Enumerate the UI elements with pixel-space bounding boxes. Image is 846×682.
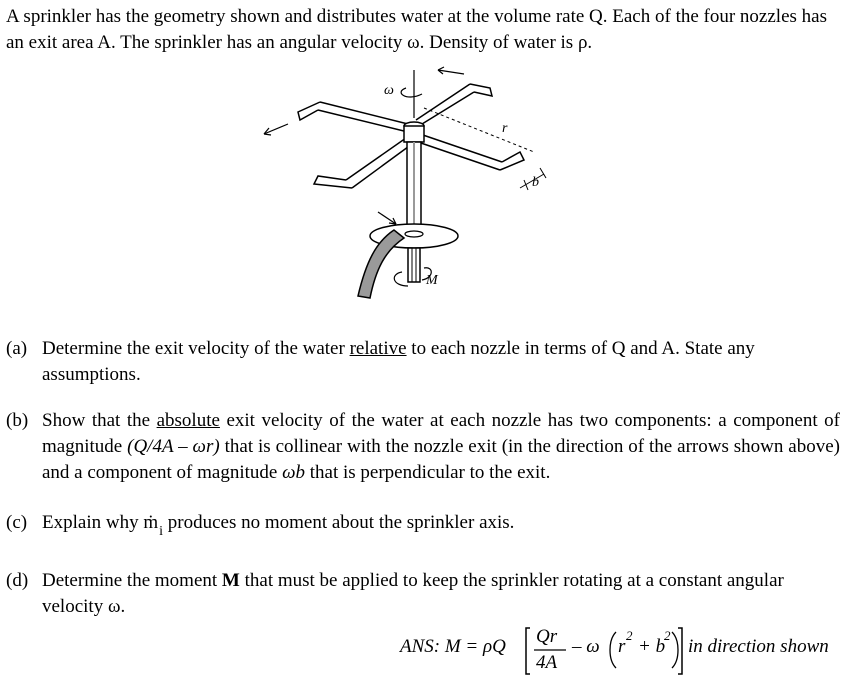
answer-minus-omega: – ω (572, 636, 600, 657)
part-b (6, 408, 840, 486)
part-d-label: (d) (6, 570, 29, 591)
label-omega: ω (384, 83, 394, 98)
part-d (6, 568, 840, 620)
answer-denominator: 4A (536, 652, 558, 673)
nozzle-front-right (500, 152, 524, 170)
answer-r-exp: 2 (626, 628, 633, 643)
perpendicular-magnitude: ωb (282, 462, 305, 483)
hub (404, 126, 424, 142)
absolute-word: absolute (156, 410, 220, 431)
nozzle-back-right (470, 84, 492, 96)
part-d-text: Determine the moment M that must be applied to keep the sprinkler rotating at a constant angular velocity ω. (42, 570, 784, 617)
sprinkler-figure (258, 62, 588, 312)
answer (400, 624, 844, 678)
answer-b-exp: 2 (664, 628, 671, 643)
arm-front-left (346, 138, 412, 188)
answer-plus-b: + b (638, 636, 666, 657)
problem-statement: A sprinkler has the geometry shown and distributes water at the volume rate Q. Each of the four nozzles has an exit area A. The sprinkler has an angular velocity ω. Density of water is ρ. (6, 6, 827, 53)
arm-back-left (318, 102, 408, 132)
label-M: M (426, 273, 438, 288)
relative-word: relative (349, 338, 407, 359)
part-a (6, 336, 840, 388)
answer-tail: in direction shown (688, 636, 829, 657)
omega-arrow (401, 88, 422, 97)
label-r: r (502, 121, 508, 136)
label-b: b (532, 175, 539, 190)
arm-back-right (416, 84, 474, 124)
moment-arrow (394, 272, 408, 286)
answer-lead: ANS: M = ρQ (400, 636, 506, 657)
part-c-text: Explain why ṁ$_i$ produces no moment about the sprinkler axis. (42, 512, 515, 539)
answer-r: r (618, 636, 626, 657)
arm-front-right (418, 134, 502, 170)
answer-numerator: Qr (536, 626, 558, 647)
part-b-label: (b) (6, 410, 29, 431)
moment-symbol: M (221, 570, 240, 591)
part-c-label: (c) (6, 512, 28, 533)
mass-flow-symbol: ṁ$_i$ (143, 512, 163, 539)
nozzle-front-left (314, 176, 352, 188)
lower-shaft (408, 248, 420, 282)
dim-r (424, 108, 534, 152)
part-b-text: Show that the absolute exit velocity of the water at each nozzle has two components: a component of magnitude (Q/4A – ωr) that is collinear with the nozzle exit (in the direction of the arrows shown above) and a component of magnitude ωb that is perpendicular to the exit. (42, 410, 840, 483)
part-c (6, 510, 840, 538)
nozzle-back-left (298, 102, 320, 120)
collinear-magnitude: (Q/4A – ωr) (127, 436, 220, 457)
part-a-text: Determine the exit velocity of the water relative to each nozzle in terms of Q and A. State any assumptions. (42, 338, 755, 385)
part-a-label: (a) (6, 338, 28, 359)
